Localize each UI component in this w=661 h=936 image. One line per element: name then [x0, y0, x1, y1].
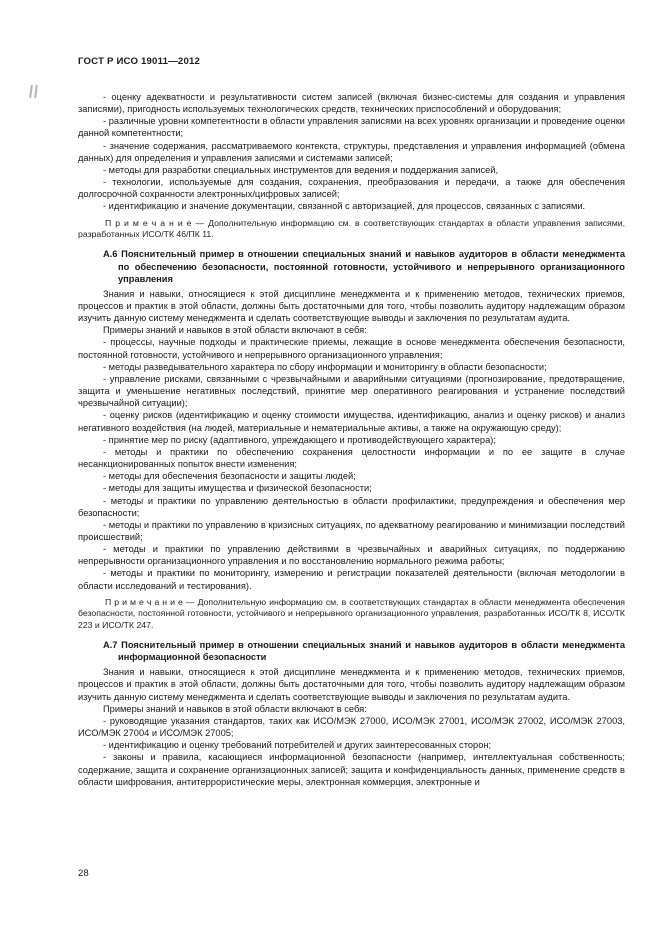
scan-artifact-mark — [30, 85, 44, 103]
list-item: - методы и практики по обеспечению сохранения целостности информации и по ее защите в случае несанкционированных попыток внести изменения; — [78, 446, 625, 470]
paragraph: Примеры знаний и навыков в этой области включают в себя: — [103, 703, 367, 714]
list-item: - методы для защиты имущества и физической безопасности; — [103, 483, 372, 494]
section-heading-a7: А.7 Пояснительный пример в отношении специальных знаний и навыков аудиторов в области менеджмента информационной безопасности — [103, 639, 625, 663]
list-item: - методы и практики по управлению деятельностью в области профилактики, предупреждения и обеспечения мер безопасности; — [78, 495, 625, 518]
list-item: - управление рисками, связанными с чрезвычайными и аварийными ситуациями (прогнозирование, предотвращение, защита и уменьшение негативных последствий, принятие мер оперативного реагирования и устранение последствий чрезвычайной ситуации); — [78, 373, 625, 409]
document-body — [78, 91, 625, 788]
list-item: - процессы, научные подходы и практические приемы, лежащие в основе менеджмента обеспечения безопасности, постоянной готовности, устойчивого и непрерывного организационного управления; — [78, 337, 625, 360]
list-item: - методы и практики по управлению действиями в чрезвычайных и аварийных ситуациях, по поддержанию непрерывности организационного управления и по восстановлению нормального режима работы; — [78, 544, 625, 567]
section-heading-a6: А.6 Пояснительный пример в отношении специальных знаний и навыков аудиторов в области менеджмента по обеспечению безопасности, постоянной готовности, устойчивого и непрерывного организационного управления — [103, 249, 625, 284]
list-item: - методы и практики по управлению в кризисных ситуациях, по адекватному реагированию и минимизации последствий происшествий; — [78, 519, 625, 542]
list-item: - руководящие указания стандартов, таких как ИСО/МЭК 27000, ИСО/МЭК 27001, ИСО/МЭК 27002, ИСО/МЭК 27003, ИСО/МЭК 27004 и ИСО/МЭК 27005; — [78, 715, 625, 739]
document-header: ГОСТ Р ИСО 19011—2012 — [78, 56, 201, 67]
scan-artifact-bar — [29, 85, 33, 98]
list-item: - методы для разработки специальных инструментов для ведения и поддержания записей, — [103, 164, 499, 175]
list-item: - методы разведывательного характера по сбору информации и мониторингу в области безопасности; — [103, 361, 547, 372]
list-item: - идентификацию и оценку требований потребителей и других заинтересованных сторон; — [103, 740, 492, 751]
list-item: - значение содержания, рассматриваемого контекста, структуры, представления и управления информацией (обмена данных) для определения и управления записями и системами записей; — [78, 140, 625, 163]
list-item: - методы и практики по мониторингу, измерению и регистрации показателей деятельности (включая методологии в области исследований и тестирования). — [78, 568, 625, 591]
list-item: - различные уровни компетентности в области управления записями на всех уровнях организации и проведение оценки данной компетентности; — [78, 116, 625, 139]
list-item: - принятие мер по риску (адаптивного, упреждающего и противодействующего характера); — [103, 434, 496, 445]
list-item: - оценку рисков (идентификацию и оценку стоимости имущества, идентификацию, анализ и оценку рисков) и анализ негативного воздействия (на людей, материальные и нематериальные активы, а также на окружающую среду); — [78, 410, 625, 433]
note-paragraph: П р и м е ч а н и е — Дополнительную информацию см. в соответствующих стандартах в области управления записями, разработанных ИСО/ТК 46/ПК 11. — [78, 217, 625, 239]
note-paragraph: П р и м е ч а н и е — Дополнительную информацию см. в соответствующих стандартах в области менеджмента обеспечения безопасности, постоянной готовности, устойчивого и непрерывного организационного управления, разработанных ИСО/ТК 8, ИСО/ТК 223 и ИСО/ТК 247. — [78, 596, 625, 630]
list-item: - законы и правила, касающиеся информационной безопасности (например, интеллектуальная собственность; содержание, защита и сохранение организационных записей; защита и конфиденциальность данных, применение средств в области шифрования, антитеррористические меры, электронная коммерция, электронные и — [78, 752, 625, 787]
paragraph: Примеры знаний и навыков в этой области включают в себя: — [103, 325, 367, 336]
page-number: 28 — [78, 868, 89, 879]
list-item: - идентификацию и значение документации, связанной с авторизацией, для процессов, связанных с записями. — [103, 201, 586, 212]
list-item: - технологии, используемые для создания, сохранения, преобразования и передачи, а также для обеспечения долгосрочной сохранности электронных/цифровых записей; — [78, 177, 625, 200]
list-item: - методы для обеспечения безопасности и защиты людей; — [103, 471, 356, 482]
scan-artifact-bar — [34, 85, 38, 98]
list-item: - оценку адекватности и результативности систем записей (включая бизнес-системы для создания и управления записями), пригодность используемых технологических средств, технических приспособлений и оборудования; — [78, 92, 625, 115]
paragraph: Знания и навыки, относящиеся к этой дисциплине менеджмента и к применению методов, технических приемов, процессов и практик в этой области, должны быть достаточными для того, чтобы позволить аудитору надлежащим образом изучить данную систему менеджмента и сделать соответствующие выводы и заключения по результатам аудита. — [78, 288, 625, 324]
paragraph: Знания и навыки, относящиеся к этой дисциплине менеджмента и к применению методов, технических приемов, процессов и практик в этой области, должны быть достаточными для того, чтобы позволить аудитору надлежащим образом изучить данную систему менеджмента и сделать соответствующие выводы и заключения по результатам аудита. — [78, 667, 625, 702]
